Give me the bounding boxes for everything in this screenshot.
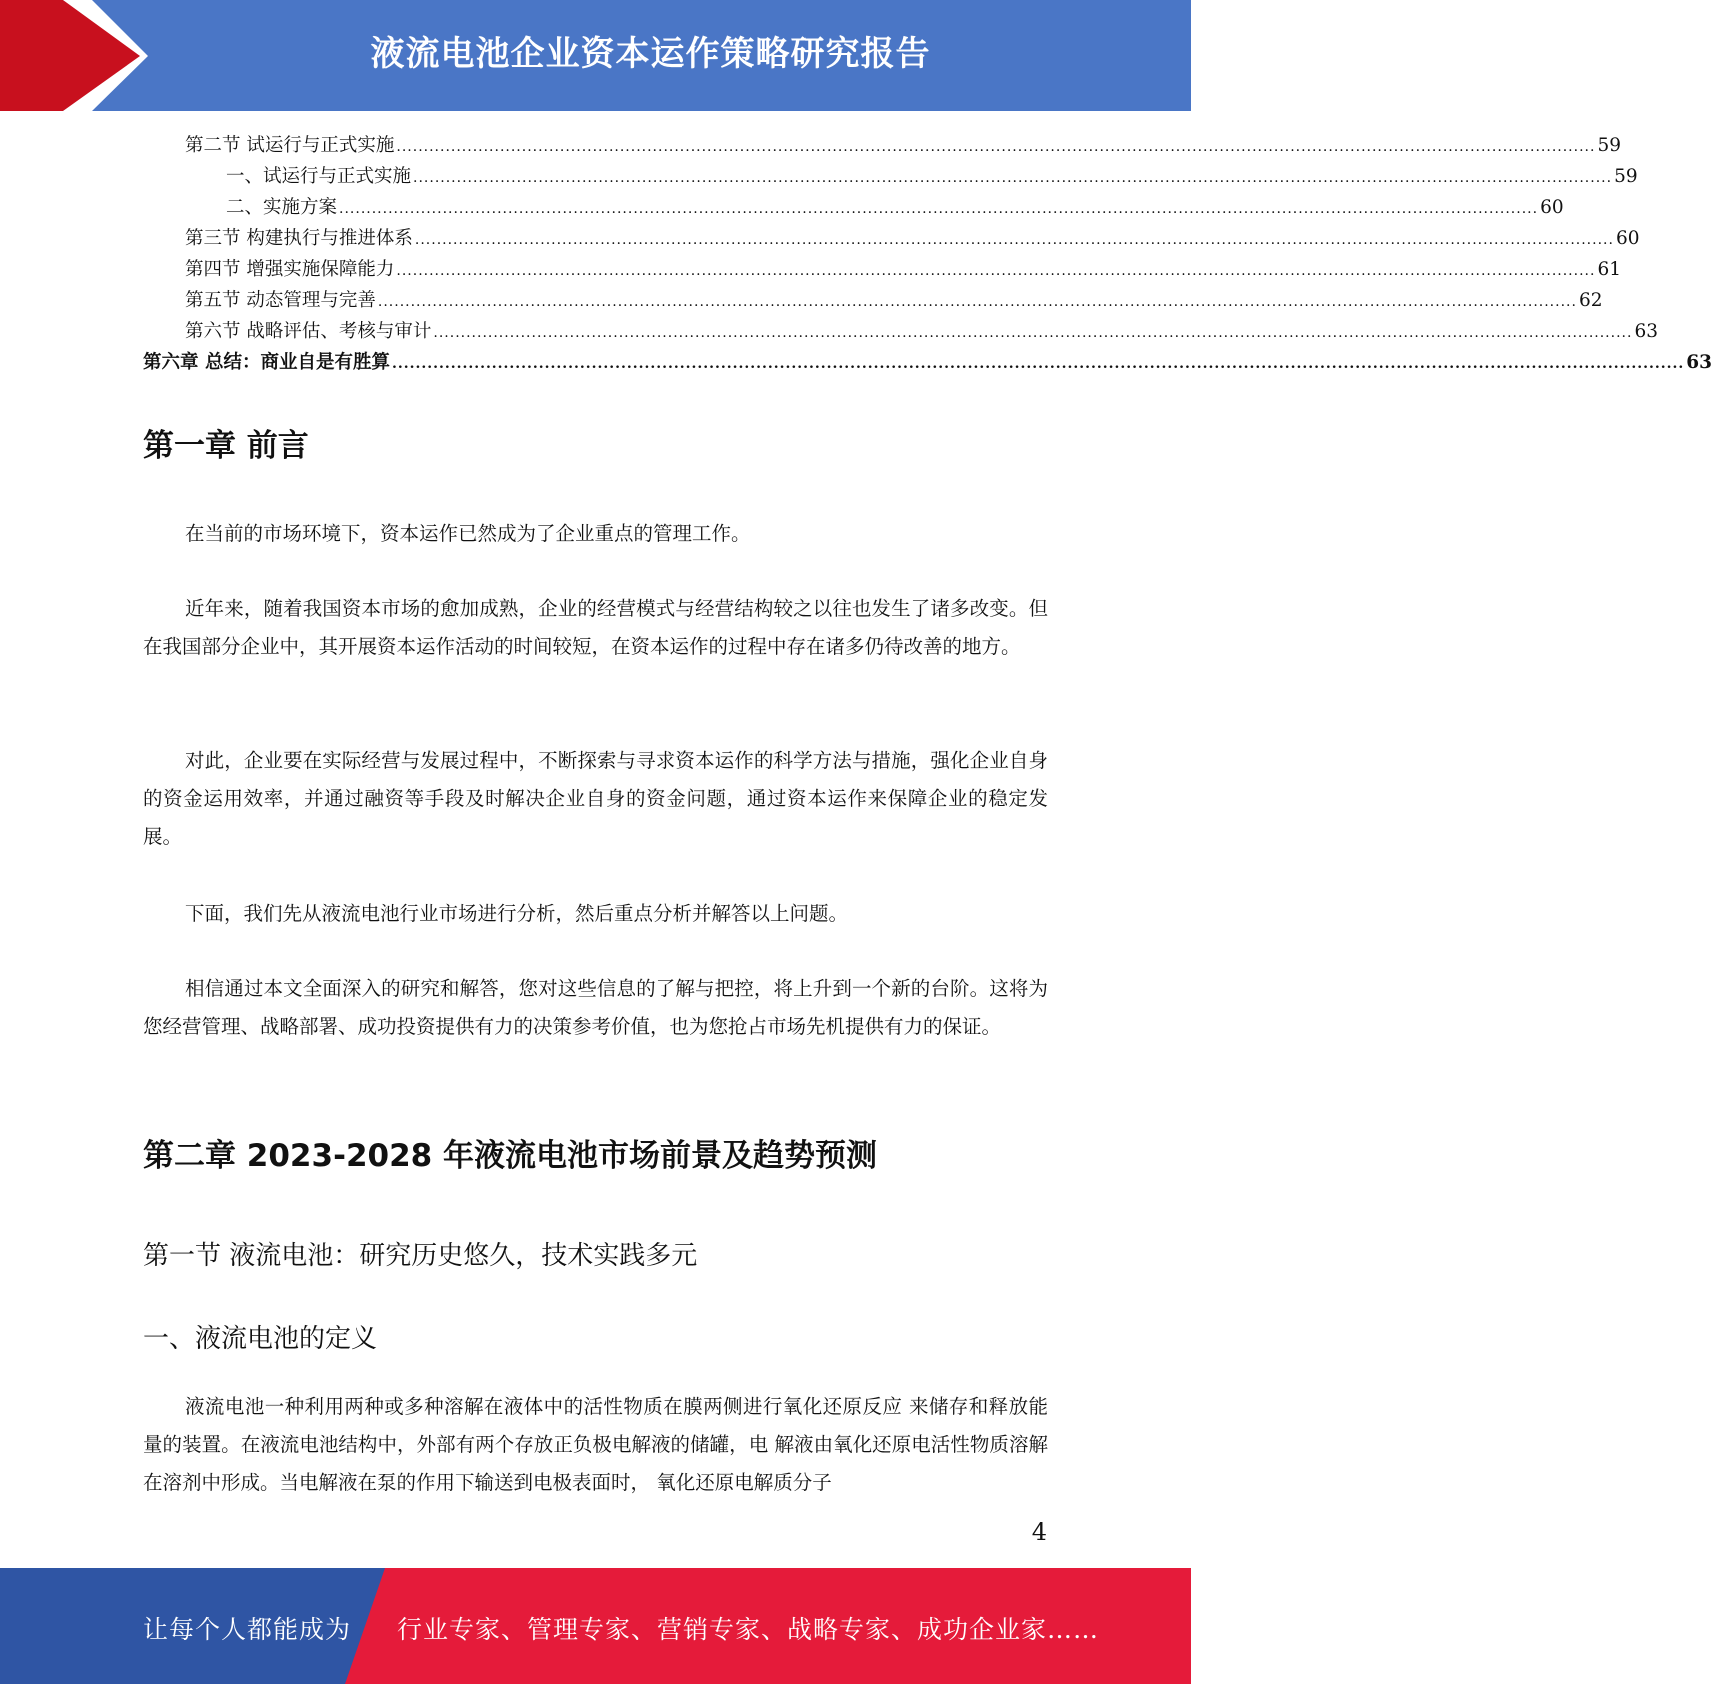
toc-entry-label: 第四节 增强实施保障能力 bbox=[185, 259, 395, 280]
body-paragraph: 液流电池一种利用两种或多种溶解在液体中的活性物质在膜两侧进行氧化还原反应 来储存和释放能量的装置。在液流电池结构中，外部有两个存放正负极电解液的储罐，电 解液由氧化还原电活性物质溶解在溶剂中形成。当电解液在泵的作用下输送到电极表面时， 氧化还原电解质分子 bbox=[143, 1395, 1048, 1494]
toc-leader-dots: ............................................................................................................................................................................................................................ bbox=[391, 356, 1685, 372]
report-title: 液流电池企业资本运作策略研究报告 bbox=[370, 34, 931, 74]
toc-leader-dots: ............................................................................................................................................................................................................................ bbox=[396, 263, 1596, 279]
section-heading: 第一节 液流电池：研究历史悠久，技术实践多元 bbox=[143, 1241, 698, 1271]
body-paragraph: 相信通过本文全面深入的研究和解答，您对这些信息的了解与把控，将上升到一个新的台阶。这将为您经营管理、战略部署、成功投资提供有力的决策参考价值，也为您抢占市场先机提供有力的保证。 bbox=[143, 977, 1048, 1038]
chapter-heading: 第一章 前言 bbox=[143, 428, 309, 464]
toc-entry-page: 61 bbox=[1597, 259, 1621, 280]
toc-leader-dots: ............................................................................................................................................................................................................................ bbox=[414, 232, 1614, 248]
toc-entry-page: 59 bbox=[1597, 135, 1621, 156]
page-number: 4 bbox=[1031, 1518, 1047, 1546]
toc-entry-label: 第二节 试运行与正式实施 bbox=[185, 135, 395, 156]
toc-entry-page: 63 bbox=[1686, 352, 1712, 373]
toc-entry-label: 第三节 构建执行与推进体系 bbox=[185, 228, 413, 249]
body-paragraph: 下面，我们先从液流电池行业市场进行分析，然后重点分析并解答以上问题。 bbox=[185, 902, 849, 925]
toc-entry-page: 60 bbox=[1615, 228, 1640, 249]
body-paragraph: 近年来，随着我国资本市场的愈加成熟，企业的经营模式与经营结构较之以往也发生了诸多改变。但在我国部分企业中，其开展资本运作活动的时间较短，在资本运作的过程中存在诸多仍待改善的地方。 bbox=[143, 597, 1048, 658]
toc-leader-dots: ............................................................................................................................................................................................................................ bbox=[433, 325, 1633, 341]
toc-entry-label: 第五节 动态管理与完善 bbox=[185, 290, 376, 311]
toc-entry-page: 62 bbox=[1578, 290, 1603, 311]
toc-leader-dots: ............................................................................................................................................................................................................................ bbox=[396, 139, 1596, 155]
page-header bbox=[0, 0, 1191, 111]
toc-leader-dots: ............................................................................................................................................................................................................................ bbox=[339, 201, 1539, 217]
toc-entry[interactable] bbox=[143, 254, 1621, 285]
toc-entry[interactable] bbox=[143, 285, 1603, 316]
subsection-heading: 一、液流电池的定义 bbox=[143, 1324, 378, 1354]
toc-entry[interactable] bbox=[143, 161, 1638, 192]
chapter-heading: 第二章 2023-2028 年液流电池市场前景及趋势预测 bbox=[143, 1138, 878, 1174]
toc-entry[interactable] bbox=[143, 223, 1640, 254]
toc-entry-label: 二、实施方案 bbox=[226, 197, 338, 218]
toc-entry-label: 第六节 战略评估、考核与审计 bbox=[185, 321, 432, 342]
body-paragraph: 在当前的市场环境下，资本运作已然成为了企业重点的管理工作。 bbox=[185, 522, 751, 545]
body-paragraph: 对此，企业要在实际经营与发展过程中，不断探索与寻求资本运作的科学方法与措施，强化企业自身的资金运用效率，并通过融资等手段及时解决企业自身的资金问题，通过资本运作来保障企业的稳定发展。 bbox=[143, 749, 1048, 848]
toc-entry[interactable] bbox=[143, 192, 1564, 223]
toc-entry-page: 60 bbox=[1540, 197, 1564, 218]
toc-entry-page: 59 bbox=[1614, 166, 1638, 187]
toc-leader-dots: ............................................................................................................................................................................................................................ bbox=[377, 294, 1577, 310]
toc-entry-label: 第六章 总结：商业自是有胜算 bbox=[143, 352, 390, 373]
toc-entry[interactable] bbox=[143, 130, 1621, 161]
table-of-contents bbox=[143, 130, 1712, 378]
toc-entry[interactable] bbox=[143, 347, 1712, 378]
page-footer bbox=[0, 1568, 1191, 1684]
toc-leader-dots: ............................................................................................................................................................................................................................ bbox=[413, 170, 1613, 186]
toc-entry-label: 一、试运行与正式实施 bbox=[226, 166, 412, 187]
footer-slogan-right: 行业专家、管理专家、营销专家、战略专家、成功企业家…… bbox=[397, 1615, 1100, 1644]
toc-entry-page: 63 bbox=[1634, 321, 1658, 342]
footer-slogan-left: 让每个人都能成为 bbox=[143, 1615, 352, 1644]
toc-entry[interactable] bbox=[143, 316, 1658, 347]
